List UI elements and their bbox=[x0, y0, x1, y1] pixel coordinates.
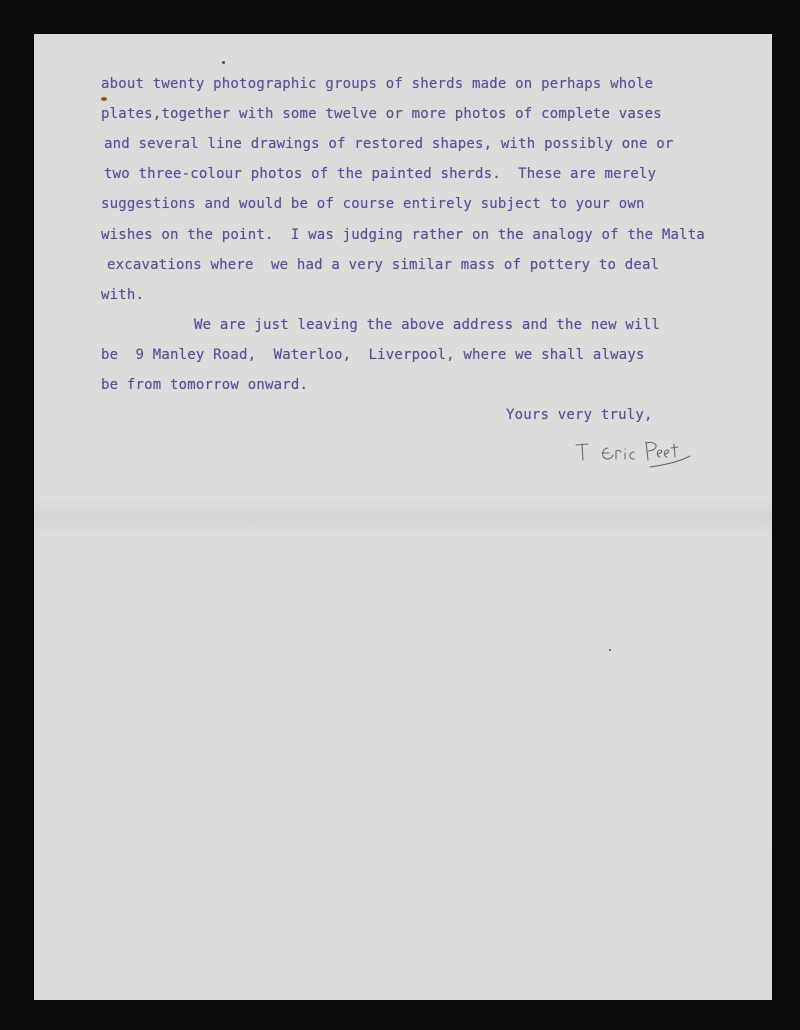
letter-line: and several line drawings of restored shapes, with possibly one or bbox=[104, 136, 674, 152]
letter-line: suggestions and would be of course entirely subject to your own bbox=[101, 196, 645, 212]
letter-closing: Yours very truly, bbox=[506, 407, 653, 423]
letter-line: plates,together with some twelve or more photos of complete vases bbox=[101, 106, 662, 122]
letter-line: be from tomorrow onward. bbox=[101, 377, 309, 393]
letter-line: with. bbox=[101, 287, 145, 303]
letter-page bbox=[34, 34, 772, 1000]
letter-line: excavations where we had a very similar mass of pottery to deal bbox=[107, 257, 660, 273]
letter-line: two three-colour photos of the painted sherds. These are merely bbox=[104, 166, 657, 182]
typed-letter-body bbox=[34, 34, 772, 1000]
letter-line: We are just leaving the above address and the new will bbox=[194, 317, 660, 333]
letter-line: about twenty photographic groups of sherds made on perhaps whole bbox=[101, 76, 654, 92]
letter-line: be 9 Manley Road, Waterloo, Liverpool, where we shall always bbox=[101, 347, 645, 363]
handwritten-signature bbox=[574, 436, 694, 476]
letter-line: wishes on the point. I was judging rather on the analogy of the Malta bbox=[101, 227, 706, 243]
